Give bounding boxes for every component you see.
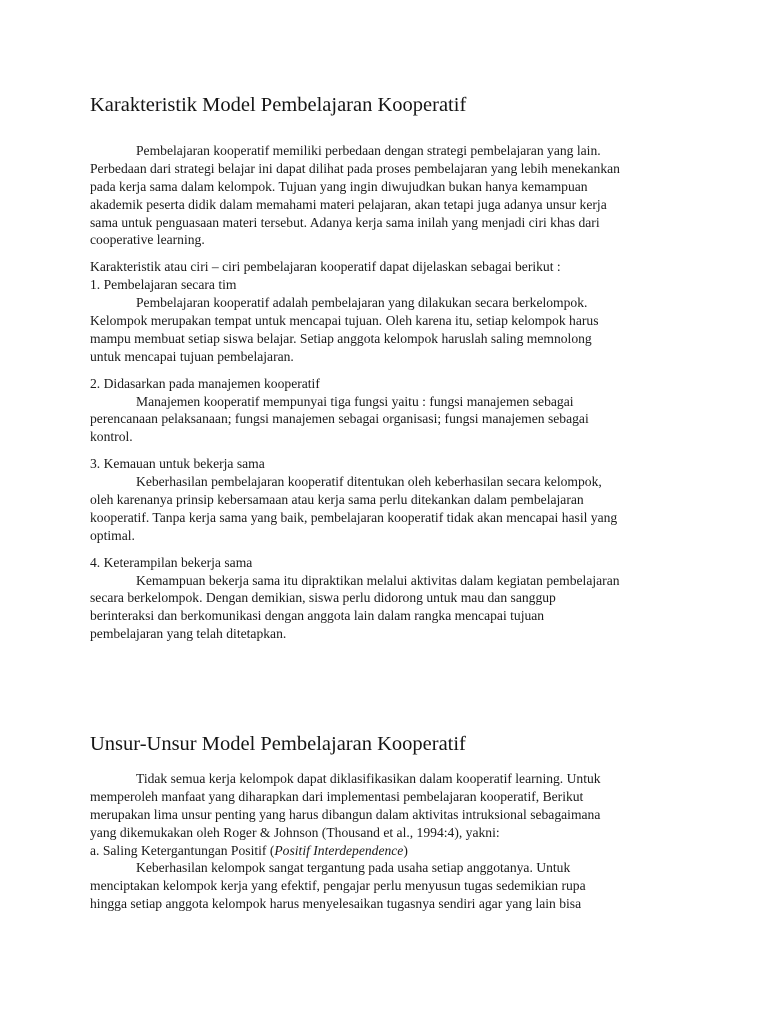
paragraph-line: oleh karenanya prinsip kebersamaan atau kerja sama perlu ditekankan dalam pembelajaran	[90, 492, 584, 508]
paragraph-line: untuk mencapai tujuan pembelajaran.	[90, 348, 294, 364]
paragraph-line: mampu membuat setiap siswa belajar. Setiap anggota kelompok haruslah saling memnolong	[90, 330, 592, 346]
heading-unsur: Unsur-Unsur Model Pembelajaran Kooperatif	[90, 733, 466, 755]
list-item-title: 3. Kemauan untuk bekerja sama	[90, 456, 265, 472]
paragraph-line: Manajemen kooperatif mempunyai tiga fungsi yaitu : fungsi manajemen sebagai	[136, 393, 574, 409]
paragraph-line: Kelompok merupakan tempat untuk mencapai tujuan. Oleh karena itu, setiap kelompok harus	[90, 313, 599, 329]
paragraph-line: hingga setiap anggota kelompok harus menyelesaikan tugasnya sendiri agar yang lain bisa	[90, 896, 582, 912]
intro-paragraph	[90, 142, 710, 249]
paragraph-line: yang dikemukakan oleh Roger & Johnson (Thousand et al., 1994:4), yakni:	[90, 824, 500, 840]
paragraph-line: perencanaan pelaksanaan; fungsi manajemen sebagai organisasi; fungsi manajemen sebagai	[90, 411, 589, 427]
list-item-title-italic: Positif Interdependence	[274, 842, 404, 858]
paragraph-line: Keberhasilan pembelajaran kooperatif ditentukan oleh keberhasilan secara kelompok,	[136, 474, 602, 490]
list-item-title	[90, 842, 710, 860]
paragraph-line: secara berkelompok. Dengan demikian, siswa perlu didorong untuk mau dan sanggup	[90, 590, 556, 606]
list-item	[90, 554, 710, 643]
paragraph-line: pada kerja sama dalam kelompok. Tujuan yang ingin diwujudkan bukan hanya kemampuan	[90, 178, 588, 194]
intro-paragraph	[90, 770, 710, 842]
list-item-title-prefix: a. Saling Ketergantungan Positif (	[90, 842, 275, 858]
list-intro: Karakteristik atau ciri – ciri pembelajaran kooperatif dapat dijelaskan sebagai berikut :	[90, 259, 561, 275]
list-item	[90, 455, 710, 544]
paragraph-line: Keberhasilan kelompok sangat tergantung pada usaha setiap anggotanya. Untuk	[136, 860, 571, 876]
paragraph-line: Pembelajaran kooperatif memiliki perbedaan dengan strategi pembelajaran yang lain.	[136, 143, 601, 158]
paragraph-line: sama untuk penguasaan materi tersebut. Adanya kerja sama inilah yang menjadi ciri khas dari	[90, 214, 600, 230]
paragraph-line: merupakan lima unsur penting yang harus dibangun dalam aktivitas intruksional sebagaimana	[90, 806, 601, 822]
paragraph-line: cooperative learning.	[90, 232, 205, 248]
paragraph-line: optimal.	[90, 527, 135, 543]
paragraph-line: pembelajaran yang telah ditetapkan.	[90, 626, 287, 642]
paragraph-line: kooperatif. Tanpa kerja sama yang baik, pembelajaran kooperatif tidak akan mencapai hasil yang	[90, 509, 618, 525]
list-item	[90, 842, 710, 914]
paragraph-line: menciptakan kelompok kerja yang efektif, pengajar perlu menyusun tugas sedemikian rupa	[90, 878, 586, 894]
list-item	[90, 276, 710, 365]
list-item-title: 1. Pembelajaran secara tim	[90, 277, 237, 293]
paragraph-line: Perbedaan dari strategi belajar ini dapat dilihat pada proses pembelajaran yang lebih menekankan	[90, 160, 620, 176]
paragraph-line: Tidak semua kerja kelompok dapat diklasifikasikan dalam kooperatif learning. Untuk	[136, 771, 601, 786]
paragraph-line: Kemampuan bekerja sama itu dipraktikan melalui aktivitas dalam kegiatan pembelajaran	[136, 572, 620, 588]
paragraph-line: akademik peserta didik dalam memahami materi pelajaran, akan tetapi juga adanya unsur kerja	[90, 196, 607, 212]
list-item	[90, 375, 710, 447]
paragraph-line: berinteraksi dan berkomunikasi dengan anggota lain dalam rangka mencapai tujuan	[90, 608, 545, 624]
list-item-title-suffix: )	[403, 842, 408, 858]
list-item-title: 2. Didasarkan pada manajemen kooperatif	[90, 375, 320, 391]
section-unsur	[90, 770, 710, 913]
heading-karakteristik: Karakteristik Model Pembelajaran Kooperatif	[90, 94, 467, 116]
paragraph-line: Pembelajaran kooperatif adalah pembelajaran yang dilakukan secara berkelompok.	[136, 295, 588, 311]
paragraph-line: kontrol.	[90, 429, 133, 445]
paragraph-line: memperoleh manfaat yang diharapkan dari implementasi pembelajaran kooperatif, Berikut	[90, 788, 584, 804]
list-item-title: 4. Keterampilan bekerja sama	[90, 554, 253, 570]
section-karakteristik	[90, 142, 710, 643]
